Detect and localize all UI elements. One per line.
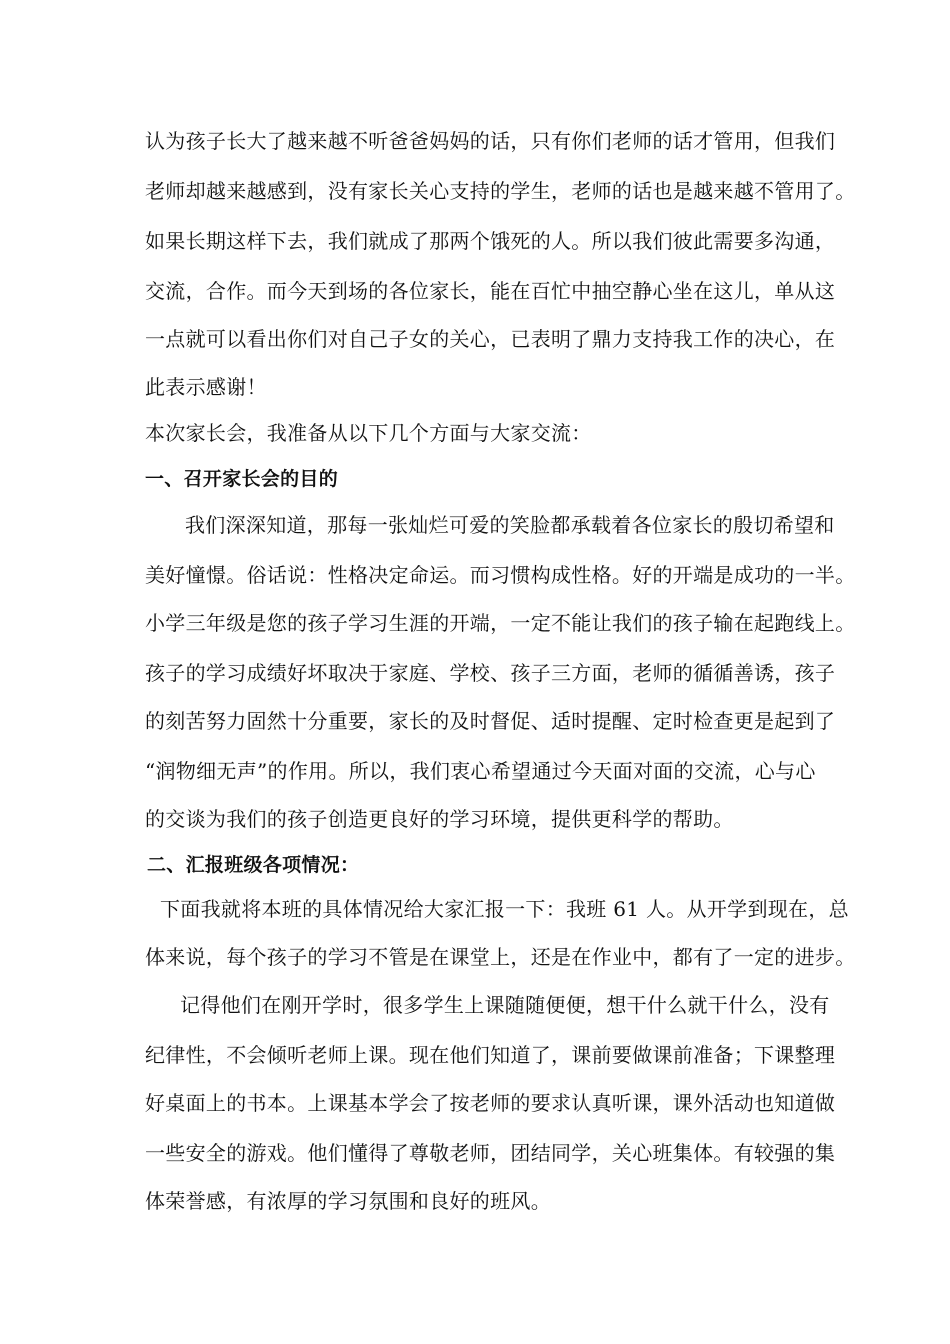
text-line: 一点就可以看出你们对自己子女的关心，已表明了鼎力支持我工作的决心，在 xyxy=(145,327,836,351)
text-line: 认为孩子长大了越来越不听爸爸妈妈的话，只有你们老师的话才管用，但我们 xyxy=(145,129,836,153)
text-line: 体荣誉感，有浓厚的学习氛围和良好的班风。 xyxy=(145,1189,551,1213)
section-heading-purpose: 一、召开家长会的目的 xyxy=(145,468,339,490)
text-line: 美好憧憬。俗话说：性格决定命运。而习惯构成性格。好的开端是成功的一半。 xyxy=(145,563,856,587)
text-line: 记得他们在刚开学时，很多学生上课随随便便，想干什么就干什么，没有 xyxy=(180,993,830,1017)
text-line: 的交谈为我们的孩子创造更良好的学习环境，提供更科学的帮助。 xyxy=(145,807,734,831)
text-line: 本次家长会，我准备从以下几个方面与大家交流： xyxy=(145,421,592,445)
text-line: 交流，合作。而今天到场的各位家长，能在百忙中抽空静心坐在这儿，单从这 xyxy=(145,279,836,303)
text-line: 的刻苦努力固然十分重要，家长的及时督促、适时提醒、定时检查更是起到了 xyxy=(145,709,836,733)
text-line: “润物细无声”的作用。所以，我们衷心希望通过今天面对面的交流，心与心 xyxy=(145,759,816,783)
text-line: 一些安全的游戏。他们懂得了尊敬老师，团结同学，关心班集体。有较强的集 xyxy=(145,1141,836,1165)
text-line: 此表示感谢！ xyxy=(145,375,267,399)
section-heading-report: 二、汇报班级各项情况： xyxy=(147,854,360,876)
text-line: 体来说，每个孩子的学习不管是在课堂上，还是在作业中，都有了一定的进步。 xyxy=(145,945,856,969)
text-line: 老师却越来越感到，没有家长关心支持的学生，老师的话也是越来越不管用了。 xyxy=(145,179,856,203)
text-line: 好桌面上的书本。上课基本学会了按老师的要求认真听课，课外活动也知道做 xyxy=(145,1091,836,1115)
text-line: 我们深深知道，那每一张灿烂可爱的笑脸都承载着各位家长的殷切希望和 xyxy=(185,513,835,537)
text-line: 如果长期这样下去，我们就成了那两个饿死的人。所以我们彼此需要多沟通， xyxy=(145,229,836,253)
text-line: 孩子的学习成绩好坏取决于家庭、学校、孩子三方面，老师的循循善诱，孩子 xyxy=(145,661,836,685)
text-line: 小学三年级是您的孩子学习生涯的开端，一定不能让我们的孩子输在起跑线上。 xyxy=(145,611,856,635)
text-line: 下面我就将本班的具体情况给大家汇报一下：我班 61 人。从开学到现在，总 xyxy=(160,897,849,921)
text-line: 纪律性，不会倾听老师上课。现在他们知道了，课前要做课前准备；下课整理 xyxy=(145,1043,836,1067)
